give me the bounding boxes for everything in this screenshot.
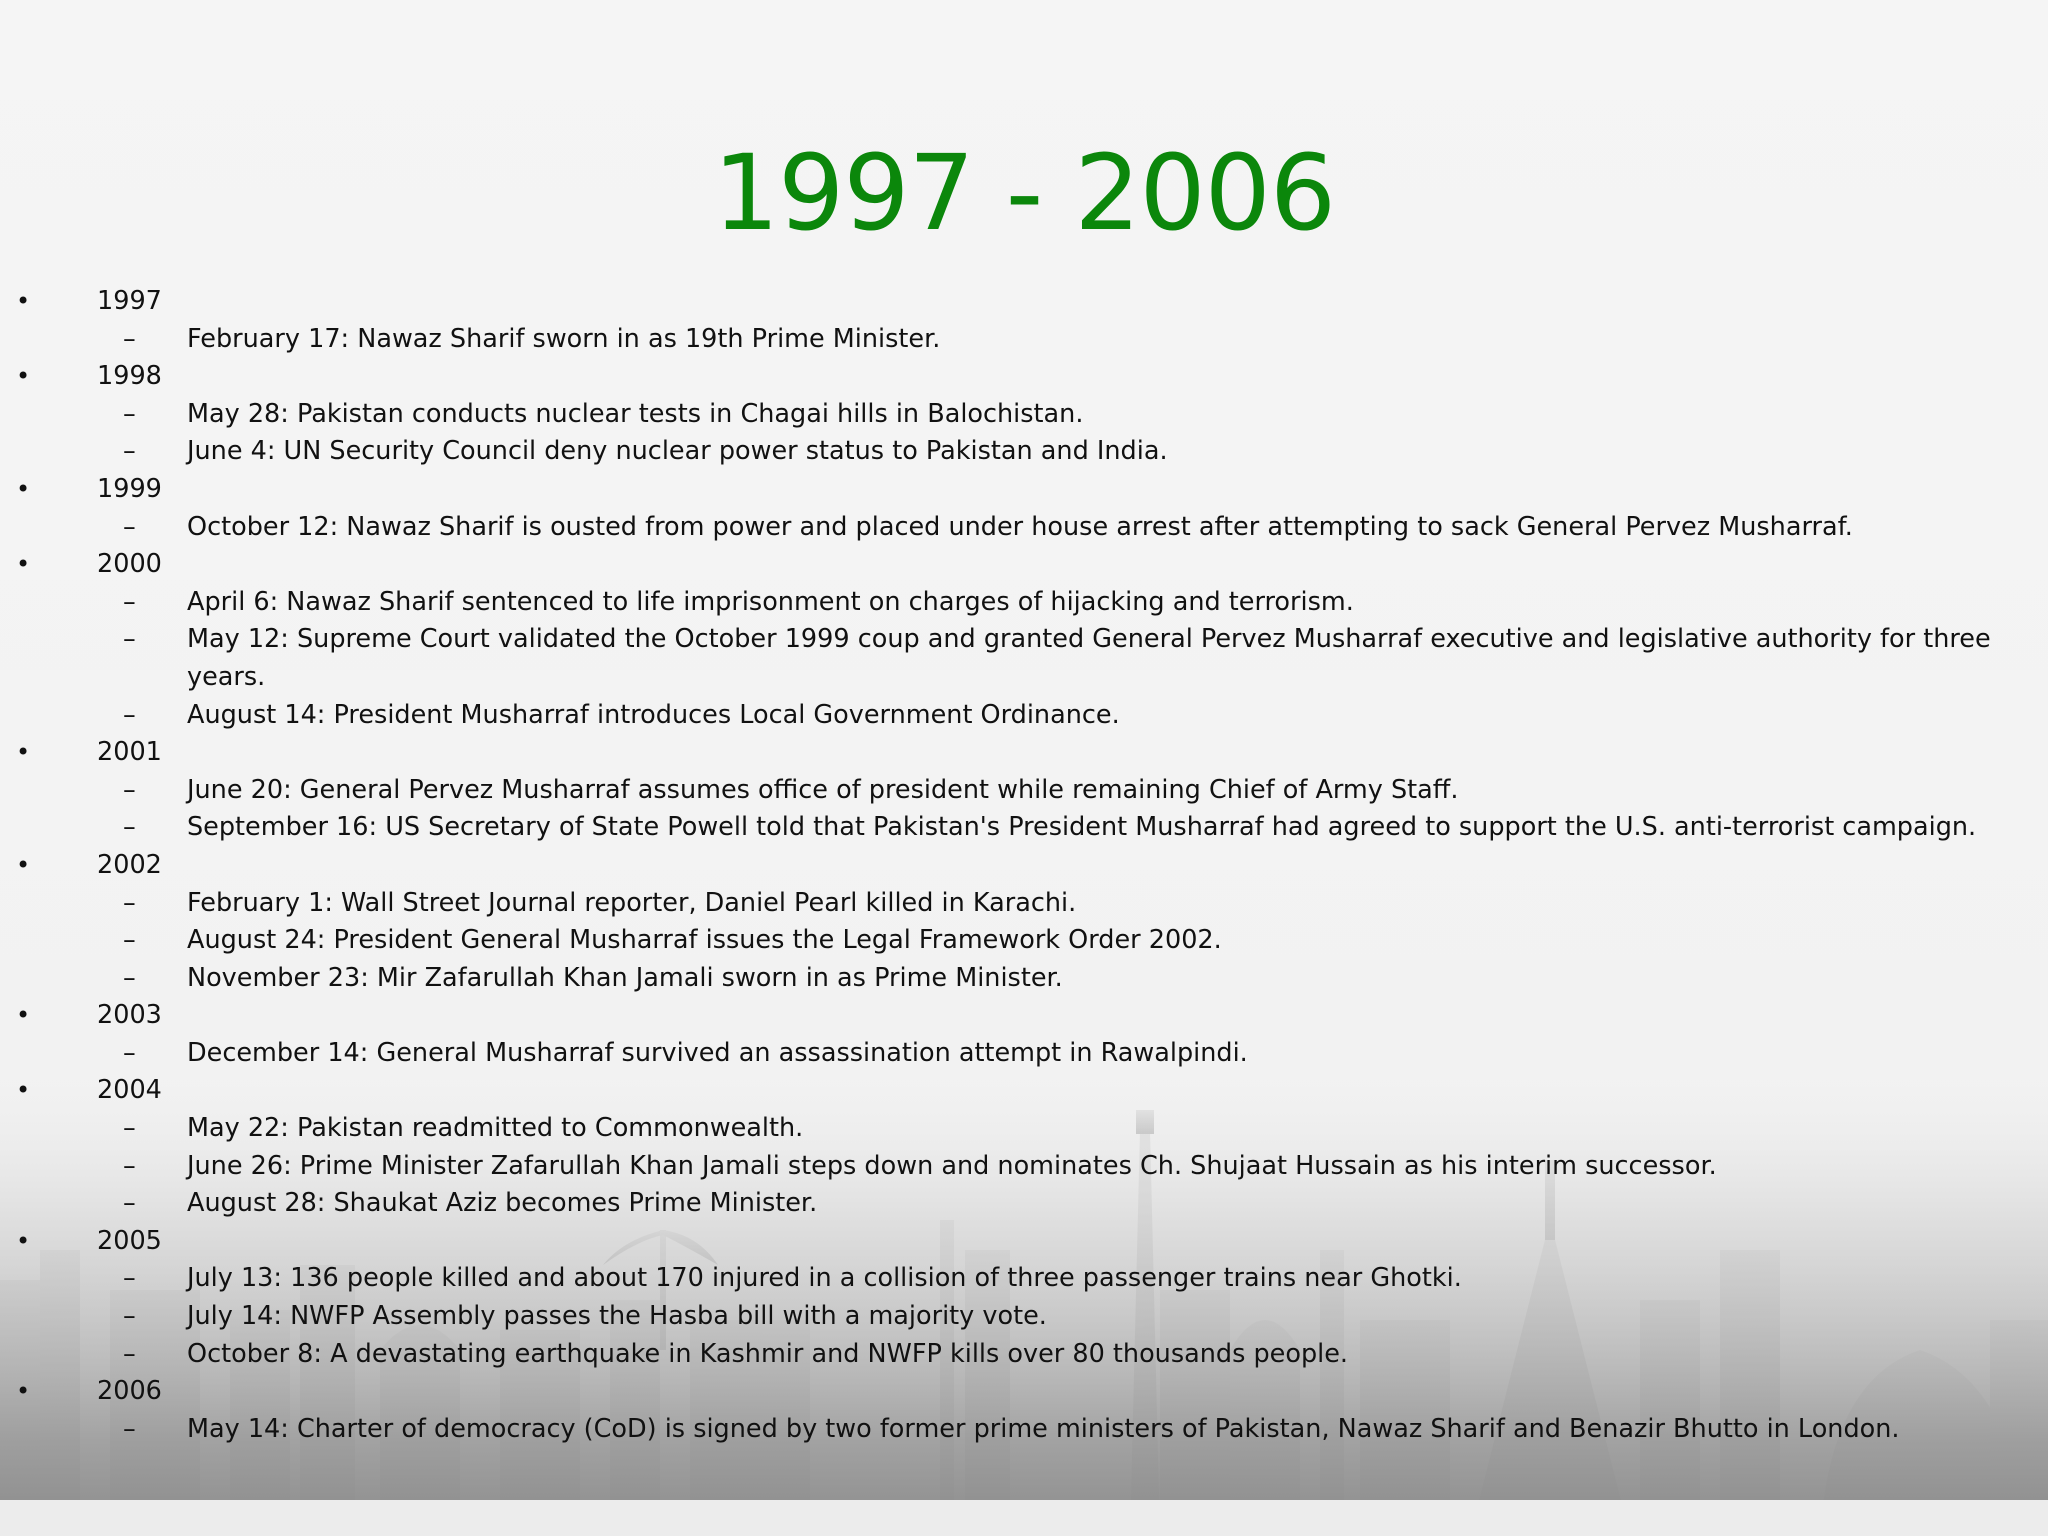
- dash-icon: –: [123, 624, 136, 655]
- timeline-event: [0, 772, 2048, 810]
- dash-icon: –: [123, 511, 136, 542]
- timeline-year-2005: [0, 1223, 2048, 1261]
- year-label: 1999: [97, 473, 162, 504]
- timeline-year-1997: [0, 283, 2048, 321]
- event-text: June 4: UN Security Council deny nuclear power status to Pakistan and India.: [187, 436, 1168, 467]
- event-text: May 12: Supreme Court validated the October 1999 coup and granted General Pervez Musharraf executive and legislative authority for three years.: [187, 624, 1991, 692]
- timeline-event: [0, 1336, 2048, 1374]
- event-text: July 14: NWFP Assembly passes the Hasba bill with a majority vote.: [187, 1301, 1047, 1332]
- dash-icon: –: [123, 323, 136, 354]
- event-text: October 8: A devastating earthquake in Kashmir and NWFP kills over 80 thousands people.: [187, 1338, 1349, 1369]
- bullet-icon: •: [16, 1377, 31, 1406]
- timeline-event: [0, 321, 2048, 359]
- timeline-year-2004: [0, 1072, 2048, 1110]
- dash-icon: –: [123, 586, 136, 617]
- year-label: 1997: [97, 286, 162, 316]
- dash-icon: –: [123, 699, 136, 730]
- dash-icon: –: [123, 1188, 136, 1219]
- dash-icon: –: [123, 1413, 136, 1444]
- event-text: April 6: Nawaz Sharif sentenced to life imprisonment on charges of hijacking and terrorism.: [187, 586, 1354, 617]
- timeline-event: [0, 1185, 2048, 1223]
- event-text: August 28: Shaukat Aziz becomes Prime Minister.: [187, 1188, 818, 1219]
- bullet-icon: •: [16, 362, 31, 391]
- year-label: 2002: [97, 849, 162, 880]
- event-text: November 23: Mir Zafarullah Khan Jamali sworn in as Prime Minister.: [187, 962, 1063, 993]
- year-label: 1998: [97, 361, 162, 392]
- dash-icon: –: [123, 774, 136, 805]
- event-text: June 20: General Pervez Musharraf assumes office of president while remaining Chief of Army Staff.: [187, 774, 1459, 805]
- event-text: October 12: Nawaz Sharif is ousted from power and placed under house arrest after attempting to sack General Pervez Musharraf.: [187, 511, 1853, 542]
- event-text: August 14: President Musharraf introduces Local Government Ordinance.: [187, 699, 1120, 730]
- year-label: 2004: [97, 1075, 162, 1106]
- dash-icon: –: [123, 436, 136, 467]
- timeline-event: [0, 396, 2048, 434]
- dash-icon: –: [123, 925, 136, 956]
- dash-icon: –: [123, 887, 136, 918]
- bullet-icon: •: [16, 1076, 31, 1105]
- timeline-year-2001: [0, 734, 2048, 772]
- slide-title: 1997 - 2006: [713, 132, 1335, 254]
- year-label: 2000: [97, 549, 162, 580]
- timeline-year-2006: [0, 1373, 2048, 1411]
- timeline-year-2002: [0, 847, 2048, 885]
- dash-icon: –: [123, 1150, 136, 1181]
- event-text: May 22: Pakistan readmitted to Commonwealth.: [187, 1113, 804, 1144]
- timeline-year-2003: [0, 997, 2048, 1035]
- event-text: June 26: Prime Minister Zafarullah Khan Jamali steps down and nominates Ch. Shujaat Hussain as his interim successor.: [187, 1150, 1717, 1181]
- event-text: July 13: 136 people killed and about 170 injured in a collision of three passenger trains near Ghotki.: [187, 1263, 1462, 1294]
- event-text: May 28: Pakistan conducts nuclear tests in Chagai hills in Balochistan.: [187, 398, 1084, 429]
- timeline-year-2000: [0, 546, 2048, 584]
- year-label: 2006: [97, 1376, 162, 1407]
- timeline-event: [0, 584, 2048, 622]
- event-text: May 14: Charter of democracy (CoD) is signed by two former prime ministers of Pakistan, Nawaz Sharif and Benazir Bhutto in London.: [187, 1413, 1900, 1444]
- timeline-event: [0, 1035, 2048, 1073]
- bullet-icon: •: [16, 850, 31, 879]
- event-text: September 16: US Secretary of State Powell told that Pakistan's President Musharraf had agreed to support the U.S. anti-terrorist campaign.: [187, 812, 1977, 843]
- timeline-event: [0, 922, 2048, 960]
- timeline-list: [0, 283, 2048, 1448]
- timeline-event: [0, 960, 2048, 998]
- bullet-icon: •: [16, 287, 31, 315]
- event-text: August 24: President General Musharraf issues the Legal Framework Order 2002.: [187, 925, 1222, 956]
- timeline-event: [0, 809, 2048, 847]
- dash-icon: –: [123, 1263, 136, 1294]
- timeline-event: [0, 885, 2048, 923]
- timeline-event: [0, 1260, 2048, 1298]
- timeline-event: [0, 1110, 2048, 1148]
- dash-icon: –: [123, 1113, 136, 1144]
- timeline-event: [0, 697, 2048, 735]
- dash-icon: –: [123, 962, 136, 993]
- dash-icon: –: [123, 1338, 136, 1369]
- event-text: February 17: Nawaz Sharif sworn in as 19th Prime Minister.: [187, 323, 941, 354]
- timeline-event: [0, 1411, 2048, 1449]
- year-label: 2001: [97, 737, 162, 768]
- timeline-event: [0, 509, 2048, 547]
- event-text: February 1: Wall Street Journal reporter, Daniel Pearl killed in Karachi.: [187, 887, 1077, 918]
- dash-icon: –: [123, 1037, 136, 1068]
- dash-icon: –: [123, 398, 136, 429]
- bullet-icon: •: [16, 1001, 31, 1030]
- bullet-icon: •: [16, 550, 31, 579]
- timeline-event: [0, 433, 2048, 471]
- bullet-icon: •: [16, 1226, 31, 1255]
- year-label: 2003: [97, 1000, 162, 1031]
- timeline-year-1998: [0, 358, 2048, 396]
- bullet-icon: •: [16, 738, 31, 767]
- event-text: December 14: General Musharraf survived an assassination attempt in Rawalpindi.: [187, 1037, 1248, 1068]
- timeline-event: [0, 1148, 2048, 1186]
- timeline-event: [0, 1298, 2048, 1336]
- year-label: 2005: [97, 1225, 162, 1256]
- dash-icon: –: [123, 812, 136, 843]
- bullet-icon: •: [16, 474, 31, 503]
- dash-icon: –: [123, 1301, 136, 1332]
- timeline-event: [0, 621, 2048, 696]
- timeline-year-1999: [0, 471, 2048, 509]
